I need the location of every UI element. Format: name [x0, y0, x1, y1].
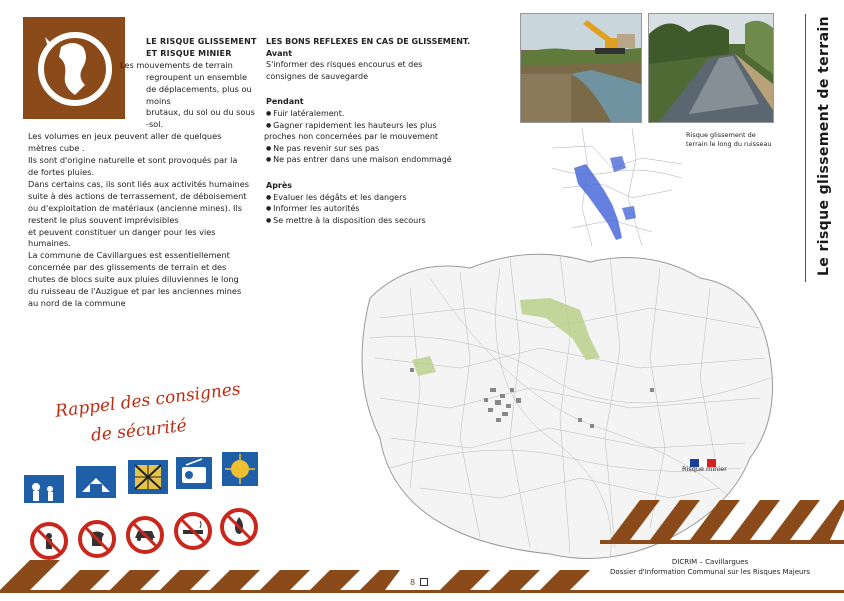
pendant-item: ● Gagner rapidement les hauteurs les plus	[266, 120, 486, 132]
rappel-line-2: de sécurité	[90, 415, 188, 446]
pendant-continuation: proches non concernées par le mouvement	[264, 132, 439, 142]
photo-stream	[648, 13, 774, 123]
apres-list	[266, 192, 486, 227]
intro-p2-line: et peuvent constituer un danger pour les vies	[28, 226, 216, 237]
intro-p2-line: suite à des actions de terrassement, de déboisement	[28, 190, 247, 201]
rappel-line-1: Rappel des consignes	[54, 379, 242, 422]
avant-line: S'informer des risques encourus et des	[266, 60, 423, 70]
avant-line: consignes de sauvegarde	[266, 71, 369, 81]
intro-p2-line: du ruisseau de l'Auzigue et par les anciennes mines	[28, 286, 242, 297]
intro-paragraph	[28, 131, 274, 310]
footer-line-2: Dossier d'Information Communal sur les Risques Majeurs	[610, 567, 810, 576]
caption-minier: Risque minier	[682, 465, 727, 473]
zone-map-small	[552, 128, 682, 246]
footer	[610, 558, 810, 577]
pendant-list	[266, 108, 486, 166]
page-number: 8	[410, 578, 416, 587]
intro-text	[28, 36, 274, 310]
intro-line: regroupent un ensemble	[146, 71, 248, 82]
intro-p2-line: humaines.	[28, 238, 71, 249]
reflexes-block	[266, 36, 486, 226]
intro-p2-line: La commune de Cavillargues est essentiellement	[28, 250, 230, 261]
pendant-item: ● Fuir latéralement.	[266, 108, 486, 120]
intro-line: de déplacements, plus ou	[146, 83, 252, 94]
footer-line-1: DICRIM – Cavillargues	[671, 558, 749, 566]
intro-line: brutaux, du sol ou du sous	[146, 107, 255, 118]
intro-p2-line: au nord de la commune	[28, 297, 126, 308]
intro-p2-line: chutes de blocs suite aux pluies diluviennes le long	[28, 274, 239, 285]
pendant-label: Pendant	[266, 97, 304, 107]
intro-line: Les mouvements de terrain	[120, 59, 233, 70]
apres-item: ● Se mettre à la disposition des secours	[266, 215, 486, 227]
apres-item: ● Evaluer les dégâts et les dangers	[266, 192, 486, 204]
intro-p2-line: ou d'exploitation de matériaux (ancienne mines). Ils	[28, 202, 242, 213]
caption-glissement: Risque glissement de terrain le long du ruisseau	[686, 131, 772, 148]
intro-p2-line: mètres cube .	[28, 143, 85, 154]
intro-p2-line: Les volumes en jeux peuvent aller de quelques	[28, 131, 222, 142]
intro-p2-line: Ils sont d'origine naturelle et sont provoqués par la	[28, 155, 238, 166]
reflexes-title: LES BONS REFLEXES EN CAS DE GLISSEMENT.	[266, 37, 471, 46]
title-divider	[805, 14, 806, 282]
pendant-item: ● Ne pas revenir sur ses pas	[266, 143, 486, 155]
page-marker-icon	[420, 578, 428, 586]
side-title	[812, 12, 836, 280]
intro-title-2: ET RISQUE MINIER	[146, 48, 232, 58]
intro-line: -sol.	[146, 119, 164, 130]
intro-p2-line: de fortes pluies.	[28, 166, 95, 177]
intro-p2-line: concernée par des glissements de terrain et des	[28, 262, 227, 273]
intro-p2-line: restent le plus souvent imprévisibles	[28, 214, 179, 225]
intro-p2-line: Dans certains cas, ils sont liés aux activités humaines	[28, 178, 250, 189]
apres-label: Après	[266, 180, 293, 190]
intro-title-1: LE RISQUE GLISSEMENT	[146, 37, 257, 46]
apres-item: ● Informer les autorités	[266, 203, 486, 215]
pendant-item: ● Ne pas entrer dans une maison endommagé	[266, 154, 486, 166]
avant-label: Avant	[266, 48, 293, 58]
photo-excavator	[520, 13, 642, 123]
side-title-text: Le risque glissement de terrain	[816, 15, 832, 277]
intro-line: moins	[146, 95, 171, 106]
